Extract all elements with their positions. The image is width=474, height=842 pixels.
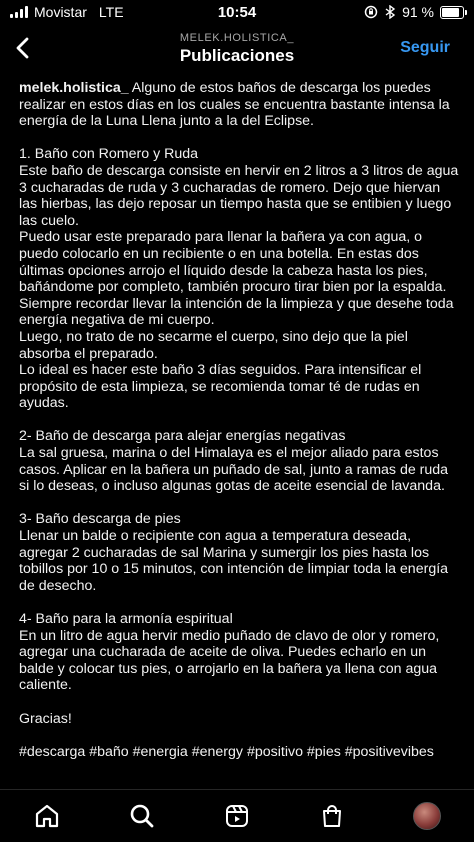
- section-3-title: 3- Baño descarga de pies: [19, 511, 181, 528]
- section-4-title: 4- Baño para la armonía espiritual: [19, 611, 233, 627]
- section-4-paragraph-1: En un litro de agua hervir medio puñado de clavo de olor y romero, agregar una cucharada de aceite de oliva. Puedes echarlo en un balde y colocar tus pies, o arrojarlo en la bañera ya llena con agua caliente.: [19, 627, 440, 694]
- caption-intro: [19, 80, 459, 130]
- section-3-paragraph-1: Llenar un balde o recipiente con agua a temperatura deseada, agregar 2 cucharadas de sal Marina y sumergir los pies hasta los tobillos por 10 o 15 minutos, con intención de limpiar toda la energía de desecho.: [19, 528, 449, 594]
- intro-text: Alguno de estos baños de descarga los puedes realizar en estos días en los cuales se encuentra bastante intensa la energía de la Luna Llena junto a la del Eclipse.: [19, 80, 450, 130]
- profile-avatar: [413, 802, 441, 830]
- network-label: LTE: [98, 4, 124, 20]
- post-caption: [19, 80, 459, 760]
- hashtags[interactable]: #descarga #baño #energia #energy #positivo #pies #positivevibes: [19, 743, 434, 760]
- carrier-label: Movistar: [34, 4, 87, 20]
- follow-button[interactable]: Seguir: [400, 39, 450, 56]
- tab-reels[interactable]: [214, 796, 260, 836]
- status-right: [364, 4, 464, 20]
- alarm-icon: [384, 5, 396, 19]
- header: [0, 26, 474, 72]
- section-1-title: 1. Baño con Romero y Ruda: [19, 146, 199, 163]
- section-2-paragraph-1: La sal gruesa, marina o del Himalaya es el mejor aliado para estos casos. Aplicar en la bañera un puñado de sal, junto a ramas de ruda si lo deseas, o incluso algunas gotas de aceite esencial de lavanda.: [19, 445, 449, 495]
- header-subtitle: MELEK.HOLISTICA_: [179, 32, 295, 44]
- tab-bar: [0, 789, 474, 842]
- section-2-title: 2- Baño de descarga para alejar energías negativas: [19, 428, 346, 445]
- battery-percent: 91 %: [402, 4, 434, 20]
- closing-text: Gracias!: [19, 710, 72, 727]
- tab-shop[interactable]: [309, 796, 355, 836]
- tab-home[interactable]: [24, 796, 70, 836]
- reels-icon: [224, 803, 250, 829]
- section-1-paragraph-4: Lo ideal es hacer este baño 3 días seguidos. Para intensificar el propósito de esta limpieza, se recomienda tomar té de rudas en ayudas.: [19, 362, 422, 412]
- home-icon: [34, 803, 60, 829]
- rotation-lock-icon: [364, 5, 378, 19]
- battery-icon: [440, 6, 464, 19]
- page-title: Publicaciones: [179, 46, 295, 65]
- section-1-paragraph-1: Este baño de descarga consiste en hervir en 2 litros a 3 litros de agua 3 cucharadas de ruda y 3 cucharadas de romero. Dejo que hiervan las hierbas, las dejo reposar un tiempo hasta que se entibien y luego las cuelo.: [19, 162, 459, 229]
- tab-search[interactable]: [119, 796, 165, 836]
- section-1-paragraph-2: Puedo usar este preparado para llenar la bañera ya con agua, o puedo colocarlo en un recibiente o en una botella. En estas dos últimas opciones arrojo el líquido desde la cabeza hasta los pies, bañándome por completo, también procuro tirar bien por la espalda. Siempre recordar llevar la intención de la limpieza y que desehe toda energía negativa de mi cuerpo.: [19, 229, 454, 329]
- tab-profile[interactable]: [404, 796, 450, 836]
- search-icon: [129, 803, 155, 829]
- clock: 10:54: [217, 4, 257, 21]
- section-1-paragraph-3: Luego, no trato de no secarme el cuerpo, sino dejo que la piel absorba el preparado.: [19, 328, 408, 362]
- status-bar: [0, 0, 474, 26]
- caption-username[interactable]: melek.holistica_: [19, 80, 129, 96]
- shop-icon: [319, 803, 345, 829]
